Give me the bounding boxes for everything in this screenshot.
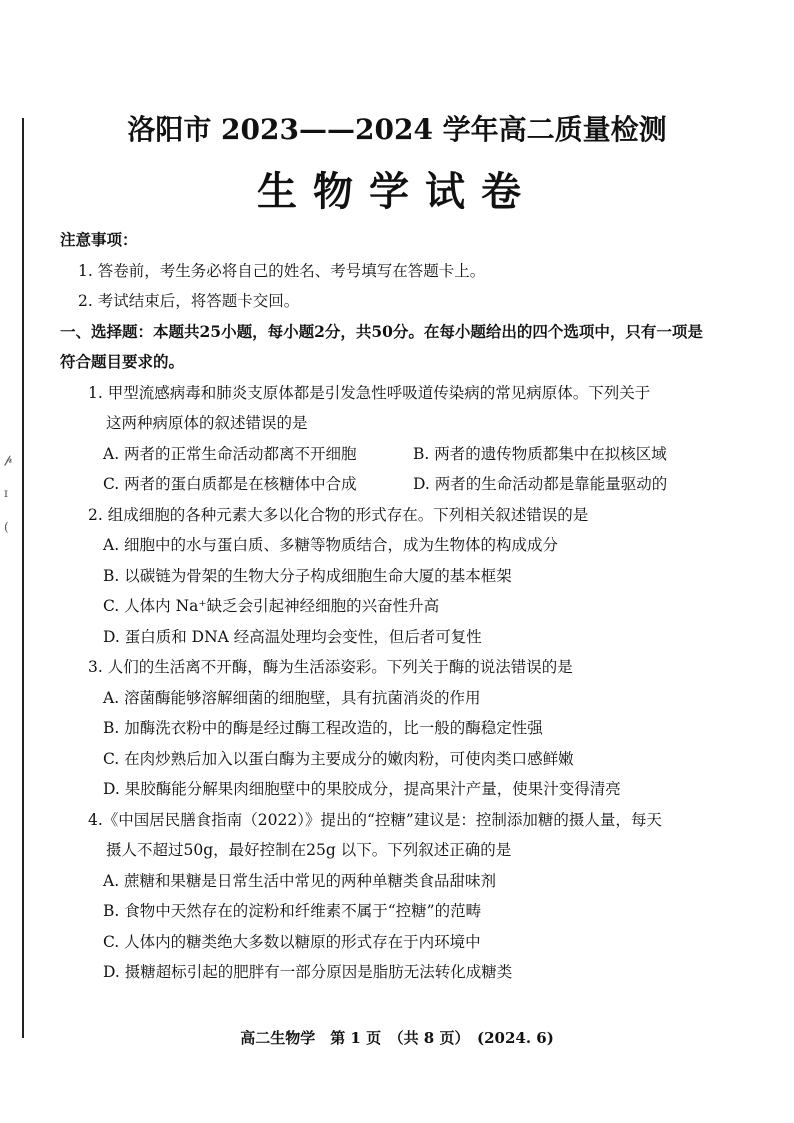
question-2 [60, 500, 710, 531]
option-c: C. 人体内 Na⁺缺乏会引起神经细胞的兴奋性升高 [103, 597, 440, 615]
option-c: C. 两者的蛋白质都是在核糖体中合成 [103, 475, 357, 493]
margin-mark: ɪ [4, 486, 8, 500]
page-footer: 高二生物学 第 1 页 （共 8 页） (2024. 6) [240, 1029, 554, 1047]
notice-item: 2. 考试结束后，将答题卡交回。 [78, 292, 300, 310]
option-d: D. 蛋白质和 DNA 经高温处理均会变性，但后者可复性 [103, 627, 482, 646]
margin-mark: 𝓅 [4, 452, 13, 466]
question-3 [60, 652, 710, 683]
notice-heading: 注意事项： [60, 230, 138, 249]
notice-item: 1. 答卷前，考生务必将自己的姓名、考号填写在答题卡上。 [78, 261, 486, 280]
question-stem: 3. 人们的生活离不开酶，酶为生活添姿彩。下列关于酶的说法错误的是 [88, 658, 573, 676]
option-d: D. 果胶酶能分解果肉细胞壁中的果胶成分，提高果汁产量，使果汁变得清亮 [103, 780, 621, 798]
option-a: A. 细胞中的水与蛋白质、多糖等物质结合，成为生物体的构成成分 [103, 536, 559, 554]
section-heading: 一、选择题：本题共25小题，每小题2分，共50分。在每小题给出的四个选项中，只有一项是 [60, 321, 703, 341]
option-row [60, 439, 710, 470]
question-4 [60, 805, 710, 866]
option-d: D. 摄糖超标引起的肥胖有一部分原因是脂肪无法转化成糖类 [103, 963, 513, 981]
option-row [60, 469, 710, 500]
question-1 [60, 378, 710, 439]
question-stem: 2. 组成细胞的各种元素大多以化合物的形式存在。下列相关叙述错误的是 [88, 505, 589, 524]
option-b: B. 两者的遗传物质都集中在拟核区域 [413, 444, 667, 463]
option-c: C. 人体内的糖类绝大多数以糖原的形式存在于内环境中 [103, 932, 481, 951]
option-b: B. 加酶洗衣粉中的酶是经过酶工程改造的，比一般的酶稳定性强 [103, 719, 543, 737]
question-stem: 1. 甲型流感病毒和肺炎支原体都是引发急性呼吸道传染病的常见病原体。下列关于 [88, 383, 651, 402]
option-c: C. 在肉炒熟后加入以蛋白酶为主要成分的嫩肉粉，可使肉类口感鲜嫩 [103, 749, 574, 768]
option-b: B. 以碳链为骨架的生物大分子构成细胞生命大厦的基本框架 [103, 566, 512, 585]
question-stem-cont: 这两种病原体的叙述错误的是 [106, 414, 308, 432]
option-a: A. 溶菌酶能够溶解细菌的细胞壁，具有抗菌消炎的作用 [103, 688, 481, 707]
question-stem-cont: 摄人不超过50g，最好控制在25g 以下。下列叙述正确的是 [106, 841, 512, 859]
exam-subject: 生物学试卷 [257, 168, 537, 215]
option-a: A. 蔗糖和果糖是日常生活中常见的两种单糖类食品甜味剂 [103, 871, 497, 890]
exam-title: 洛阳市 2023——2024 学年高二质量检测 [127, 113, 667, 146]
margin-mark: ( [4, 520, 9, 534]
question-stem: 4.《中国居民膳食指南（2022）》提出的“控糖”建议是：控制添加糖的摄人量，每天 [88, 810, 662, 829]
option-d: D. 两者的生命活动都是靠能量驱动的 [413, 475, 668, 493]
binding-margin-line [22, 118, 24, 1038]
option-a: A. 两者的正常生命活动都离不开细胞 [103, 444, 357, 463]
section-heading-cont: 符合题目要求的。 [60, 352, 185, 371]
option-b: B. 食物中天然存在的淀粉和纤维素不属于“控糖”的范畴 [103, 902, 482, 920]
exam-content [60, 225, 710, 988]
